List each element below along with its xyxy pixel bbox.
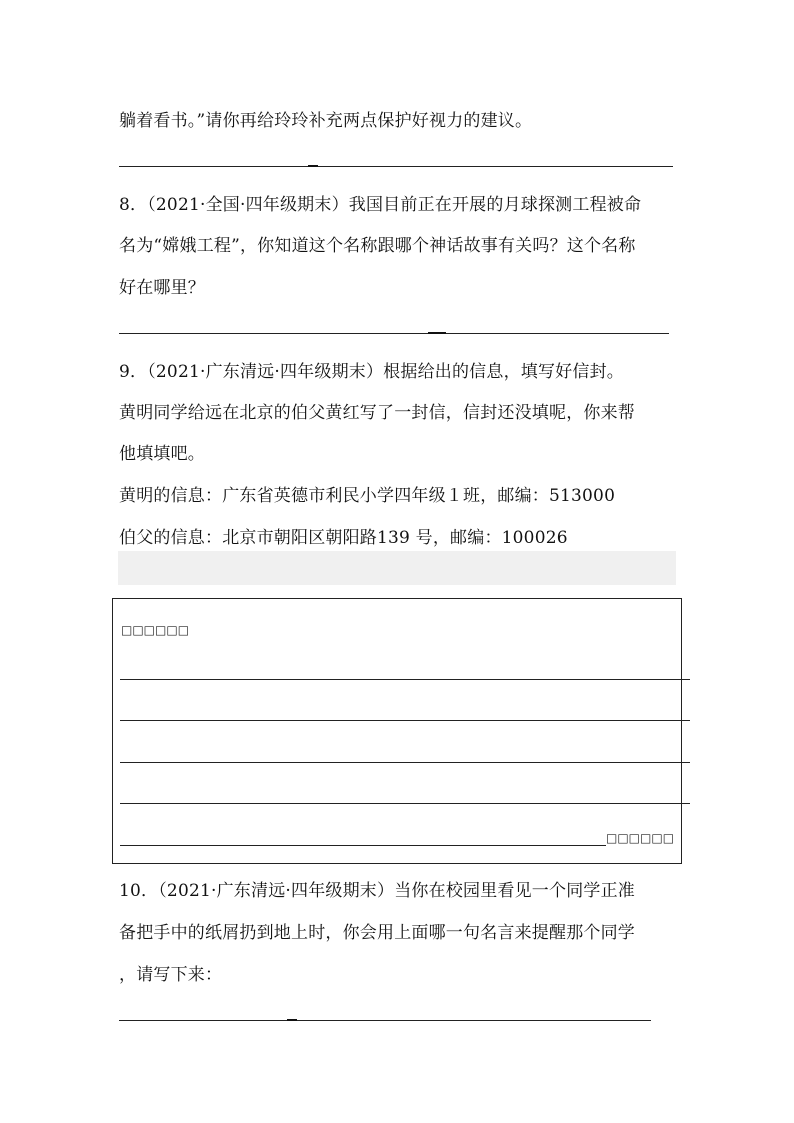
q9-line-1: 9．（2021·广东清远·四年级期末）根据给出的信息，填写好信封。 [119, 362, 624, 382]
envelope-line-1[interactable] [120, 679, 690, 680]
envelope-line-3[interactable] [120, 762, 690, 763]
q8-answer-line[interactable] [119, 333, 669, 334]
q10-line-3: ，请写下来： [119, 965, 223, 985]
q8-line-3: 好在哪里？ [119, 278, 205, 298]
recipient-postcode-boxes[interactable]: □□□□□□ [121, 623, 190, 637]
q10-line-1: 10．（2021·广东清远·四年级期末）当你在校园里看见一个同学正准 [119, 881, 636, 901]
q9-recipient-info: 伯父的信息：北京市朝阳区朝阳路139 号，邮编：100026 [119, 528, 568, 548]
sender-postcode-boxes[interactable]: □□□□□□ [606, 831, 675, 845]
q9-sender-info: 黄明的信息：广东省英德市利民小学四年级１班，邮编：513000 [119, 486, 616, 506]
q7-answer-tick [308, 165, 318, 167]
q7-answer-line[interactable] [119, 166, 673, 167]
envelope-line-2[interactable] [120, 720, 690, 721]
envelope-line-4[interactable] [120, 803, 690, 804]
envelope [112, 598, 682, 864]
q10-answer-tick [287, 1019, 297, 1021]
q10-line-2: 备把手中的纸屑扔到地上时，你会用上面哪一句名言来提醒那个同学 [119, 923, 635, 943]
q8-line-2: 名为“嫦娥工程”，你知道这个名称跟哪个神话故事有关吗？这个名称 [119, 236, 636, 256]
q8-answer-tick [428, 332, 446, 334]
q8-line-1: 8．（2021·全国·四年级期末）我国目前正在开展的月球探测工程被命 [119, 195, 642, 215]
q10-answer-line[interactable] [119, 1020, 651, 1021]
q7-text-tail: 躺着看书。”请你再给玲玲补充两点保护好视力的建议。 [119, 111, 533, 131]
envelope-line-5[interactable] [120, 845, 606, 846]
q9-line-2: 黄明同学给远在北京的伯父黄红写了一封信，信封还没填呢，你来帮 [119, 403, 635, 423]
q9-line-3: 他填填吧。 [119, 444, 205, 464]
shaded-band [118, 551, 676, 585]
